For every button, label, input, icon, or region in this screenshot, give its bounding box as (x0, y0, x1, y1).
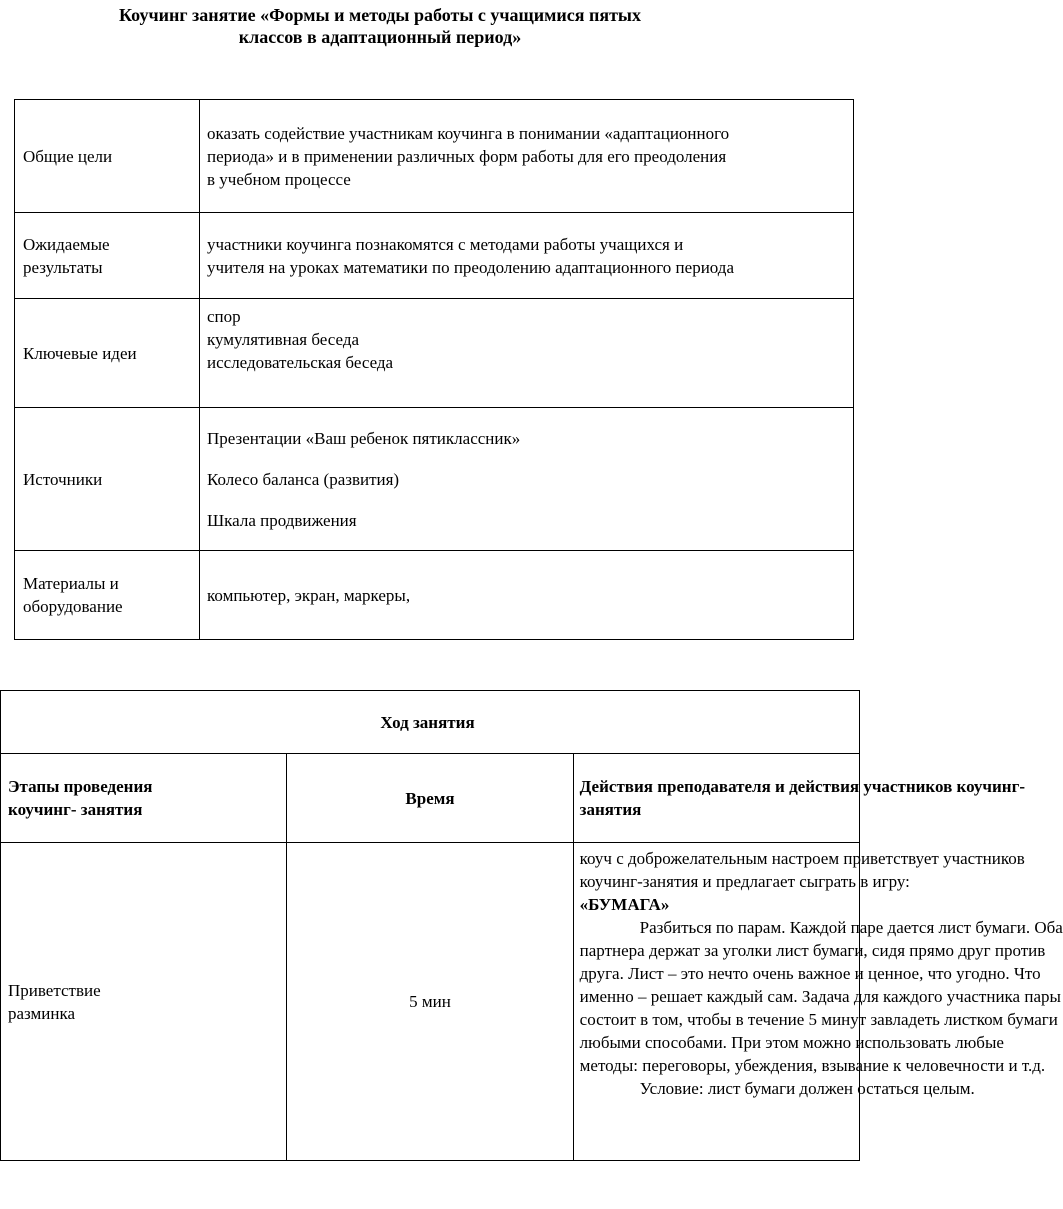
goals-line: периода» и в применении различных форм работы для его преодоления (207, 146, 727, 166)
sources-line: Колесо баланса (развития) (207, 469, 400, 489)
ideas-line: исследовательская беседа (207, 353, 394, 372)
info-row-ideas (15, 299, 854, 408)
game-line: Разбиться по парам. Каждой паре дается лист бумаги. Оба (639, 918, 1063, 937)
stage-line: Приветствие (8, 980, 101, 1000)
sources-line: Презентации «Ваш ребенок пятиклассник» (207, 428, 521, 448)
lesson-header (1, 691, 860, 754)
goals-label: Общие цели (15, 100, 200, 213)
column-header-actions (573, 754, 1025, 843)
results-line: учителя на уроках математики по преодолению адаптационного периода (207, 257, 734, 277)
results-line: участники коучинга познакомятся с методами работы учащихся и (207, 234, 684, 254)
actions-header-line: занятия (579, 800, 642, 819)
game-line: именно – решает каждый сам. Задача для каждого участника пары (579, 987, 1061, 1006)
ideas-line: кумулятивная беседа (207, 330, 360, 349)
goals-line: в учебном процессе (207, 169, 351, 189)
ideas-line: спор (207, 307, 241, 326)
lesson-header-text: Ход занятия (380, 712, 475, 732)
action-line: коучинг-занятия и предлагает сыграть в игру: (579, 872, 910, 891)
sources-line: Шкала продвижения (207, 510, 357, 530)
ideas-label: Ключевые идеи (15, 299, 200, 408)
game-condition: Условие: лист бумаги должен остаться целым. (639, 1079, 975, 1098)
stage-cell (1, 843, 287, 1161)
time-cell: 5 мин (287, 843, 573, 1161)
actions-cell (573, 843, 1063, 1161)
materials-label-line: Материалы и (23, 574, 119, 593)
game-line: партнера держат за уголки лист бумаги, сидя прямо друг против (579, 941, 1046, 960)
materials-label (15, 551, 200, 640)
stage-header-line: коучинг- занятия (8, 800, 143, 819)
sources-label: Источники (15, 408, 200, 551)
title-line-2: классов в адаптационный период» (238, 27, 522, 47)
game-line: состоит в том, чтобы в течение 5 минут завладеть листком бумаги (579, 1010, 1058, 1029)
info-row-sources (15, 408, 854, 551)
materials-value: компьютер, экран, маркеры, (200, 551, 854, 640)
title-line-1: Коучинг занятие «Формы и методы работы с учащимися пятых (119, 5, 641, 25)
sources-value (200, 408, 854, 551)
column-header-time: Время (287, 754, 573, 843)
lesson-header-row (1, 691, 860, 754)
stage-header-line: Этапы проведения (8, 777, 153, 796)
results-label (15, 213, 200, 299)
info-row-materials (15, 551, 854, 640)
info-row-results (15, 213, 854, 299)
info-row-goals (15, 100, 854, 213)
goals-value (200, 100, 854, 213)
actions-header-line: Действия преподавателя и действия участников коучинг- (579, 777, 1025, 796)
column-header-stage (1, 754, 287, 843)
results-label-line: результаты (23, 257, 103, 277)
results-label-line: Ожидаемые (23, 234, 110, 254)
ideas-value (200, 299, 854, 408)
game-line: любыми способами. При этом можно использовать любые (579, 1033, 1004, 1052)
table-row (1, 843, 860, 1161)
lesson-table (0, 690, 1063, 1161)
game-line: методы: переговоры, убеждения, взывание к человечности и т.д. (579, 1056, 1046, 1075)
results-value (200, 213, 854, 299)
action-line: коуч с доброжелательным настроем приветствует участников (579, 849, 1025, 868)
document-title (0, 4, 760, 48)
game-line: друга. Лист – это нечто очень важное и ценное, что угодно. Что (579, 964, 1041, 983)
materials-label-line: оборудование (23, 597, 123, 616)
game-title: «БУМАГА» (579, 895, 670, 914)
info-table (14, 99, 854, 640)
stage-line: разминка (8, 1003, 76, 1023)
lesson-columns-row (1, 754, 860, 843)
goals-line: оказать содействие участникам коучинга в понимании «адаптационного (207, 123, 730, 143)
